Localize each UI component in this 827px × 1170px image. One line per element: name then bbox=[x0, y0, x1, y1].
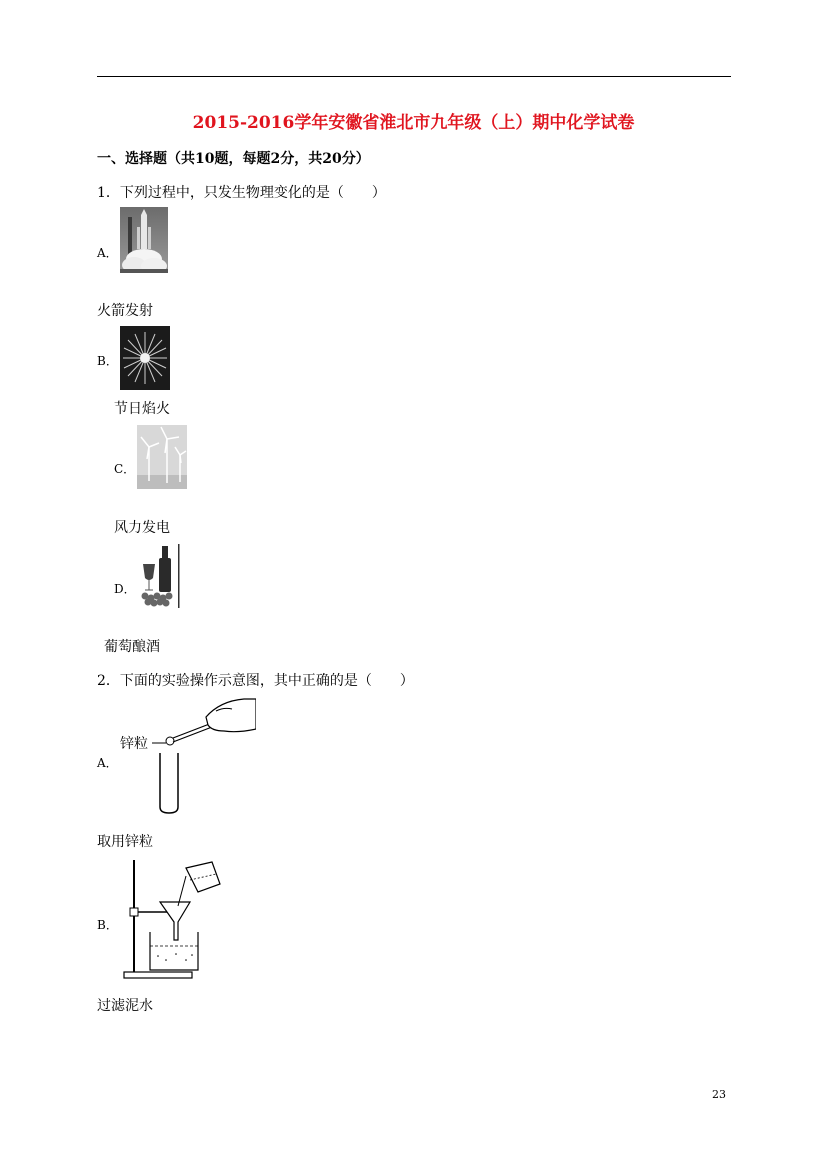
q1-option-a-caption: 火箭发射 bbox=[97, 303, 153, 319]
q1-option-d-label: D． bbox=[114, 582, 136, 596]
q2-option-a-label: A． bbox=[97, 756, 118, 770]
q1-option-b-caption: 节日焰火 bbox=[114, 401, 170, 417]
tweezers-zinc-diagram bbox=[120, 695, 256, 815]
question-1-stem: 1．下列过程中，只发生物理变化的是（ ） bbox=[97, 185, 386, 201]
section-heading: 一、选择题（共10题，每题2分，共20分） bbox=[97, 151, 370, 167]
wind-turbines-image bbox=[137, 425, 187, 489]
page-number: 23 bbox=[712, 1088, 726, 1101]
rocket-launch-image bbox=[120, 207, 168, 273]
q1-option-b-label: B． bbox=[97, 354, 118, 368]
wine-grapes-image bbox=[137, 544, 181, 608]
q2-option-a-caption: 取用锌粒 bbox=[97, 834, 153, 850]
header-rule bbox=[97, 76, 731, 77]
question-2-stem: 2．下面的实验操作示意图，其中正确的是（ ） bbox=[97, 673, 414, 689]
exam-title: 2015-2016学年安徽省淮北市九年级（上）期中化学试卷 bbox=[192, 113, 635, 133]
q1-option-a-label: A． bbox=[97, 246, 118, 260]
q1-option-d-caption: 葡萄酿酒 bbox=[104, 639, 160, 655]
q2-option-b-caption: 过滤泥水 bbox=[97, 998, 153, 1014]
q1-option-c-label: C． bbox=[114, 462, 136, 476]
q2-option-b-label: B． bbox=[97, 918, 118, 932]
zinc-label: 锌粒 bbox=[120, 736, 148, 752]
fireworks-image bbox=[120, 326, 170, 390]
q1-option-c-caption: 风力发电 bbox=[114, 520, 170, 536]
filtration-diagram bbox=[120, 856, 224, 980]
